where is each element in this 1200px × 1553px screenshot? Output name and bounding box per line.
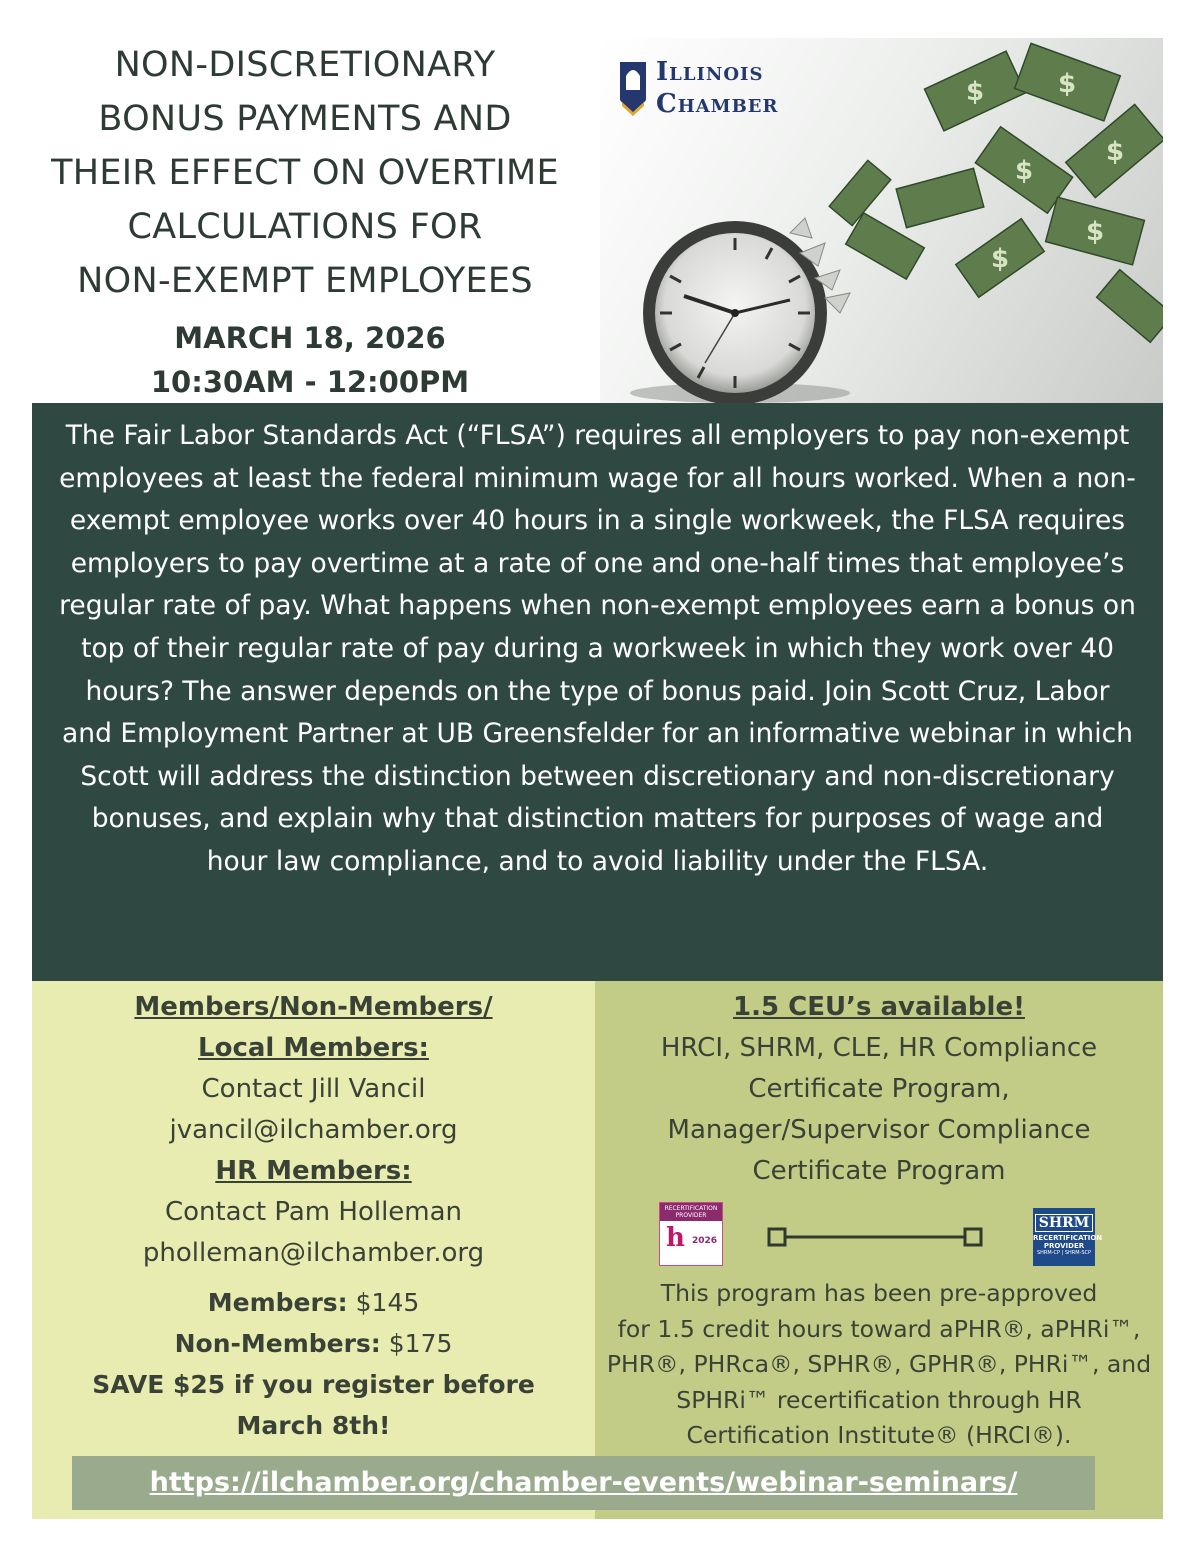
hrci-badge-title: RECERTIFICATION PROVIDER (660, 1203, 722, 1221)
flying-bills (829, 43, 1163, 342)
event-datetime (60, 316, 560, 404)
nonmembers-label: Non-Members: (174, 1329, 381, 1358)
approval-line: This program has been pre-approved (660, 1279, 1098, 1307)
members-heading: Members/Non-Members/ (134, 992, 493, 1022)
nonmembers-price-row (32, 1323, 595, 1364)
contact-jill: Contact Jill Vancil (201, 1074, 426, 1104)
svg-text:$: $ (1057, 69, 1077, 99)
clock-center (731, 309, 739, 317)
ceu-panel (595, 981, 1163, 1519)
hr-members-heading: HR Members: (215, 1156, 412, 1186)
registration-link-bar (72, 1456, 1095, 1510)
local-members-heading: Local Members: (198, 1033, 429, 1063)
svg-text:$: $ (990, 244, 1010, 274)
members-price-row (32, 1282, 595, 1323)
event-title (40, 38, 570, 308)
ceu-line-2: Certificate Program, (748, 1074, 1010, 1104)
description-text: The Fair Labor Standards Act (“FLSA”) requires all employers to pay non-exempt employees at least the federal minimum wage for all hours worked. When a non-exempt employee works over 40 hours in a single workweek, the FLSA requires employers to pay overtime at a rate of one and one-half times that employee’s regular rate of pay. What happens when non-exempt employees earn a bonus on top of their regular rate of pay during a workweek in which they work over 40 hours? The answer depends on the type of bonus paid. Join Scott Cruz, Labor and Employment Partner at UB Greensfelder for an informative webinar in which Scott will address the distinction between discretionary and non-discretionary bonuses, and explain why that distinction matters for purposes of wage and hour law compliance, and to avoid liability under the FLSA. (59, 420, 1136, 877)
svg-text:$: $ (965, 77, 985, 107)
provider-badges (595, 1202, 1163, 1274)
ceu-line-1: HRCI, SHRM, CLE, HR Compliance (660, 1033, 1098, 1063)
title-line: THEIR EFFECT ON OVERTIME (51, 153, 559, 193)
registration-link[interactable]: https://ilchamber.org/chamber-events/webinar-seminars/ (149, 1467, 1018, 1498)
early-bird-line-1: SAVE $25 if you register before (92, 1370, 535, 1399)
ceu-heading: 1.5 CEU’s available! (733, 992, 1025, 1022)
shrm-provider-badge (1033, 1208, 1103, 1266)
approval-line: for 1.5 credit hours toward aPHR®, aPHRi™, (617, 1314, 1141, 1343)
title-line: NON-DISCRETIONARY (114, 45, 496, 85)
shrm-badge-small: SHRM-CP | SHRM-SCP (1036, 1250, 1092, 1256)
ceu-line-3: Manager/Supervisor Compliance (667, 1115, 1091, 1145)
event-date: MARCH 18, 2026 (174, 321, 446, 355)
title-line: CALCULATIONS FOR (127, 207, 483, 247)
ceu-line-4: Certificate Program (752, 1156, 1006, 1186)
approval-line: SPHRi™ recertification through HR (676, 1385, 1082, 1414)
logo-line-1: Illinois (656, 57, 764, 87)
svg-text:$: $ (1085, 217, 1105, 247)
nonmembers-price: $175 (388, 1329, 453, 1358)
shrm-badge-sub: RECERTIFICATION PROVIDER (1033, 1234, 1103, 1250)
event-time: 10:30AM - 12:00PM (150, 365, 470, 399)
logo-line-2: Chamber (656, 89, 779, 119)
svg-text:$: $ (1014, 156, 1034, 186)
description-panel (32, 403, 1163, 981)
contact-pam: Contact Pam Holleman (164, 1197, 463, 1227)
title-line: NON-EXEMPT EMPLOYEES (77, 261, 533, 301)
members-price: $145 (355, 1288, 420, 1317)
email-pam[interactable]: pholleman@ilchamber.org (142, 1238, 485, 1268)
logo-text (656, 56, 778, 120)
capitol-dome-icon (618, 56, 648, 118)
early-bird-line-2: March 8th! (236, 1411, 391, 1440)
svg-text:$: $ (1105, 137, 1125, 167)
hrci-provider-badge (659, 1202, 723, 1266)
title-line: BONUS PAYMENTS AND (98, 99, 512, 139)
illinois-chamber-logo (618, 56, 778, 120)
approval-text (595, 1276, 1163, 1454)
hrci-badge-year: 2026 (692, 1236, 718, 1246)
approval-line: Certification Institute® (HRCI®). (686, 1421, 1072, 1449)
registration-panel (32, 981, 595, 1519)
hero-image (600, 38, 1163, 404)
shrm-badge-name: SHRM (1035, 1214, 1093, 1232)
connector-icon (767, 1226, 987, 1250)
members-label: Members: (207, 1288, 348, 1317)
approval-line: PHR®, PHRca®, SPHR®, GPHR®, PHRi™, and (606, 1350, 1152, 1378)
hrci-h-icon: h (666, 1223, 685, 1253)
email-jill[interactable]: jvancil@ilchamber.org (169, 1115, 458, 1145)
